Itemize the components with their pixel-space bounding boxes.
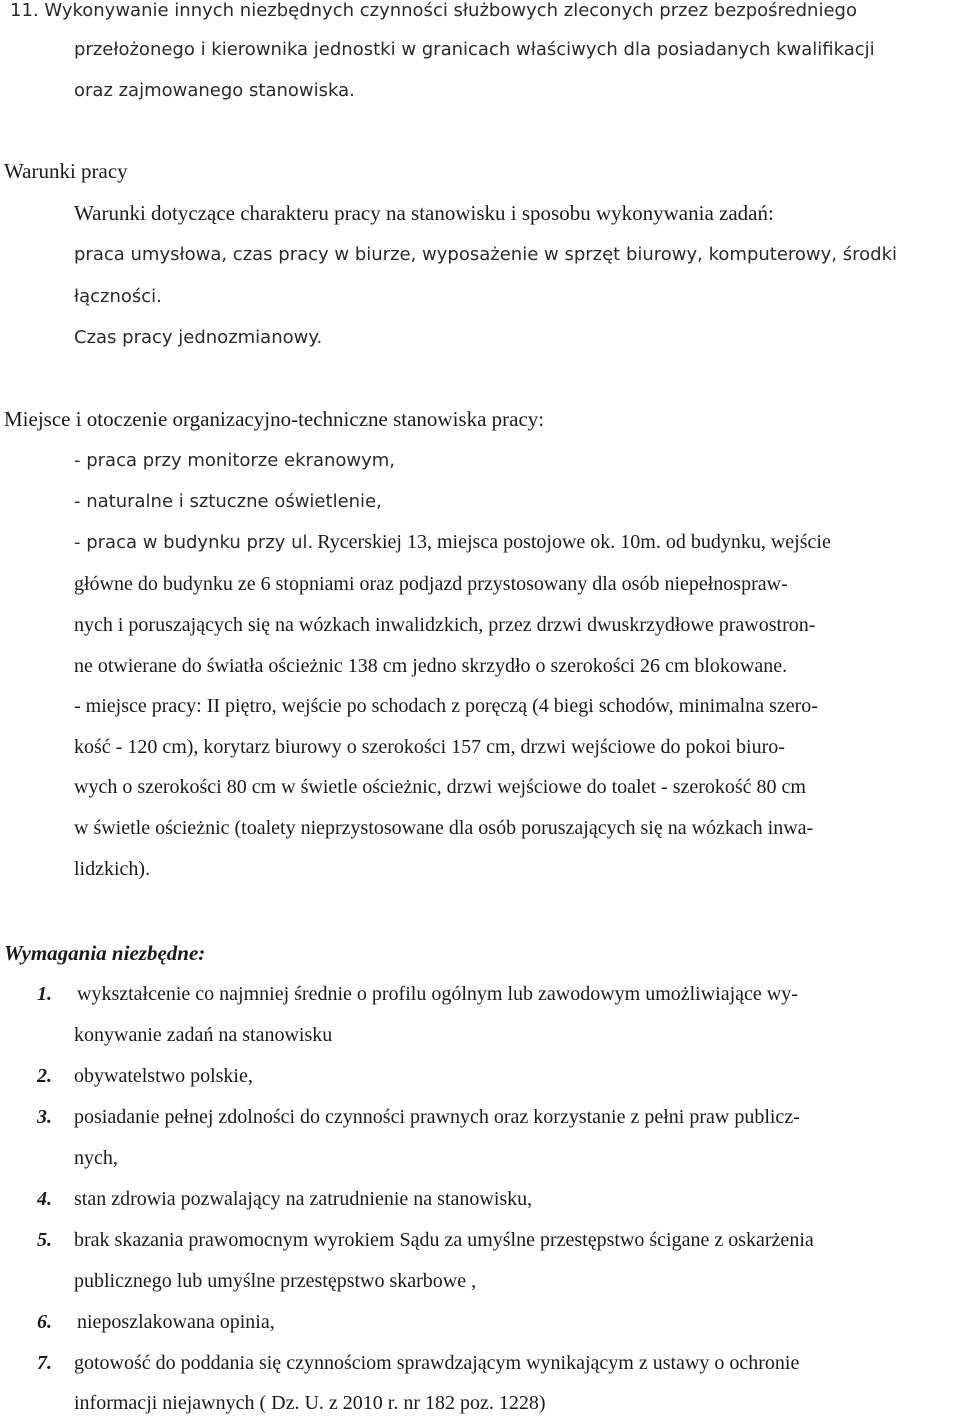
wymagania-item-line: informacji niejawnych ( Dz. U. z 2010 r. nr 182 poz. 1228)	[74, 1392, 546, 1414]
wymagania-item-line: posiadanie pełnej zdolności do czynności prawnych oraz korzystanie z pełni praw publicz-	[74, 1106, 800, 1128]
wymagania-item-number: 2.	[37, 1065, 52, 1087]
item-11-line-1: 11. Wykonywanie innych niezbędnych czynności służbowych zleconych przez bezpośredniego	[10, 0, 857, 21]
miejsce-bullet-3	[74, 531, 831, 554]
item-11-line-2: przełożonego i kierownika jednostki w granicach właściwych dla posiadanych kwalifikacji	[74, 39, 875, 60]
miejsce-line-7: w świetle ościeżnic (toalety nieprzystosowane dla osób poruszających się na wózkach inwa-	[74, 817, 814, 839]
warunki-line-2: łączności.	[74, 286, 162, 307]
miejsce-line-8: lidzkich).	[74, 858, 151, 880]
miejsce-line-2: nych i poruszających się na wózkach inwalidzkich, przez drzwi dwuskrzydłowe prawostron-	[74, 614, 816, 636]
wymagania-item-line: gotowość do poddania się czynnościom sprawdzającym wynikającym z ustawy o ochronie	[74, 1352, 800, 1374]
wymagania-item-line: nych,	[74, 1147, 118, 1169]
wymagania-heading: Wymagania niezbędne:	[4, 941, 206, 965]
miejsce-line-1: główne do budynku ze 6 stopniami oraz podjazd przystosowany dla osób niepełnospraw-	[74, 573, 788, 595]
miejsce-bullet-3-start: - praca w budynku przy ul.	[74, 532, 314, 553]
wymagania-item-number: 1.	[37, 983, 52, 1005]
warunki-heading: Warunki pracy	[4, 159, 128, 183]
miejsce-bullet-3-rest: Rycerskiej 13, miejsca postojowe ok. 10m. od budynku, wejście	[317, 531, 831, 553]
wymagania-item-line: konywanie zadań na stanowisku	[74, 1024, 333, 1046]
wymagania-item-number: 4.	[37, 1188, 52, 1210]
wymagania-item-line: brak skazania prawomocnym wyrokiem Sądu za umyślne przestępstwo ścigane z oskarżenia	[74, 1229, 814, 1251]
miejsce-line-5: kość - 120 cm), korytarz biurowy o szerokości 157 cm, drzwi wejściowe do pokoi biuro-	[74, 736, 785, 758]
wymagania-item-line: wykształcenie co najmniej średnie o profilu ogólnym lub zawodowym umożliwiające wy-	[77, 983, 798, 1005]
miejsce-bullet-1: - praca przy monitorze ekranowym,	[74, 450, 396, 471]
wymagania-item-number: 7.	[37, 1352, 52, 1374]
wymagania-item-line: publicznego lub umyślne przestępstwo skarbowe ,	[74, 1270, 477, 1292]
wymagania-item-number: 3.	[37, 1106, 52, 1128]
wymagania-item-line: nieposzlakowana opinia,	[77, 1311, 275, 1333]
miejsce-line-6: wych o szerokości 80 cm w świetle ościeżnic, drzwi wejściowe do toalet - szerokość 80 cm	[74, 776, 806, 798]
miejsce-line-3: ne otwierane do światła ościeżnic 138 cm jedno skrzydło o szerokości 26 cm blokowane.	[74, 655, 788, 677]
warunki-subheading: Warunki dotyczące charakteru pracy na stanowisku i sposobu wykonywania zadań:	[74, 201, 774, 225]
miejsce-bullet-2: - naturalne i sztuczne oświetlenie,	[74, 491, 382, 512]
miejsce-line-4: - miejsce pracy: II piętro, wejście po schodach z poręczą (4 biegi schodów, minimalna szero-	[74, 695, 818, 717]
item-11-line-3: oraz zajmowanego stanowiska.	[74, 80, 355, 101]
wymagania-item-number: 5.	[37, 1229, 52, 1251]
warunki-czas-pracy: Czas pracy jednozmianowy.	[74, 327, 323, 348]
warunki-line-1: praca umysłowa, czas pracy w biurze, wyposażenie w sprzęt biurowy, komputerowy, środki	[74, 244, 897, 265]
wymagania-item-line: stan zdrowia pozwalający na zatrudnienie na stanowisku,	[74, 1188, 533, 1210]
miejsce-heading: Miejsce i otoczenie organizacyjno-techniczne stanowiska pracy:	[4, 407, 545, 431]
wymagania-item-number: 6.	[37, 1311, 52, 1333]
wymagania-item-line: obywatelstwo polskie,	[74, 1065, 253, 1087]
